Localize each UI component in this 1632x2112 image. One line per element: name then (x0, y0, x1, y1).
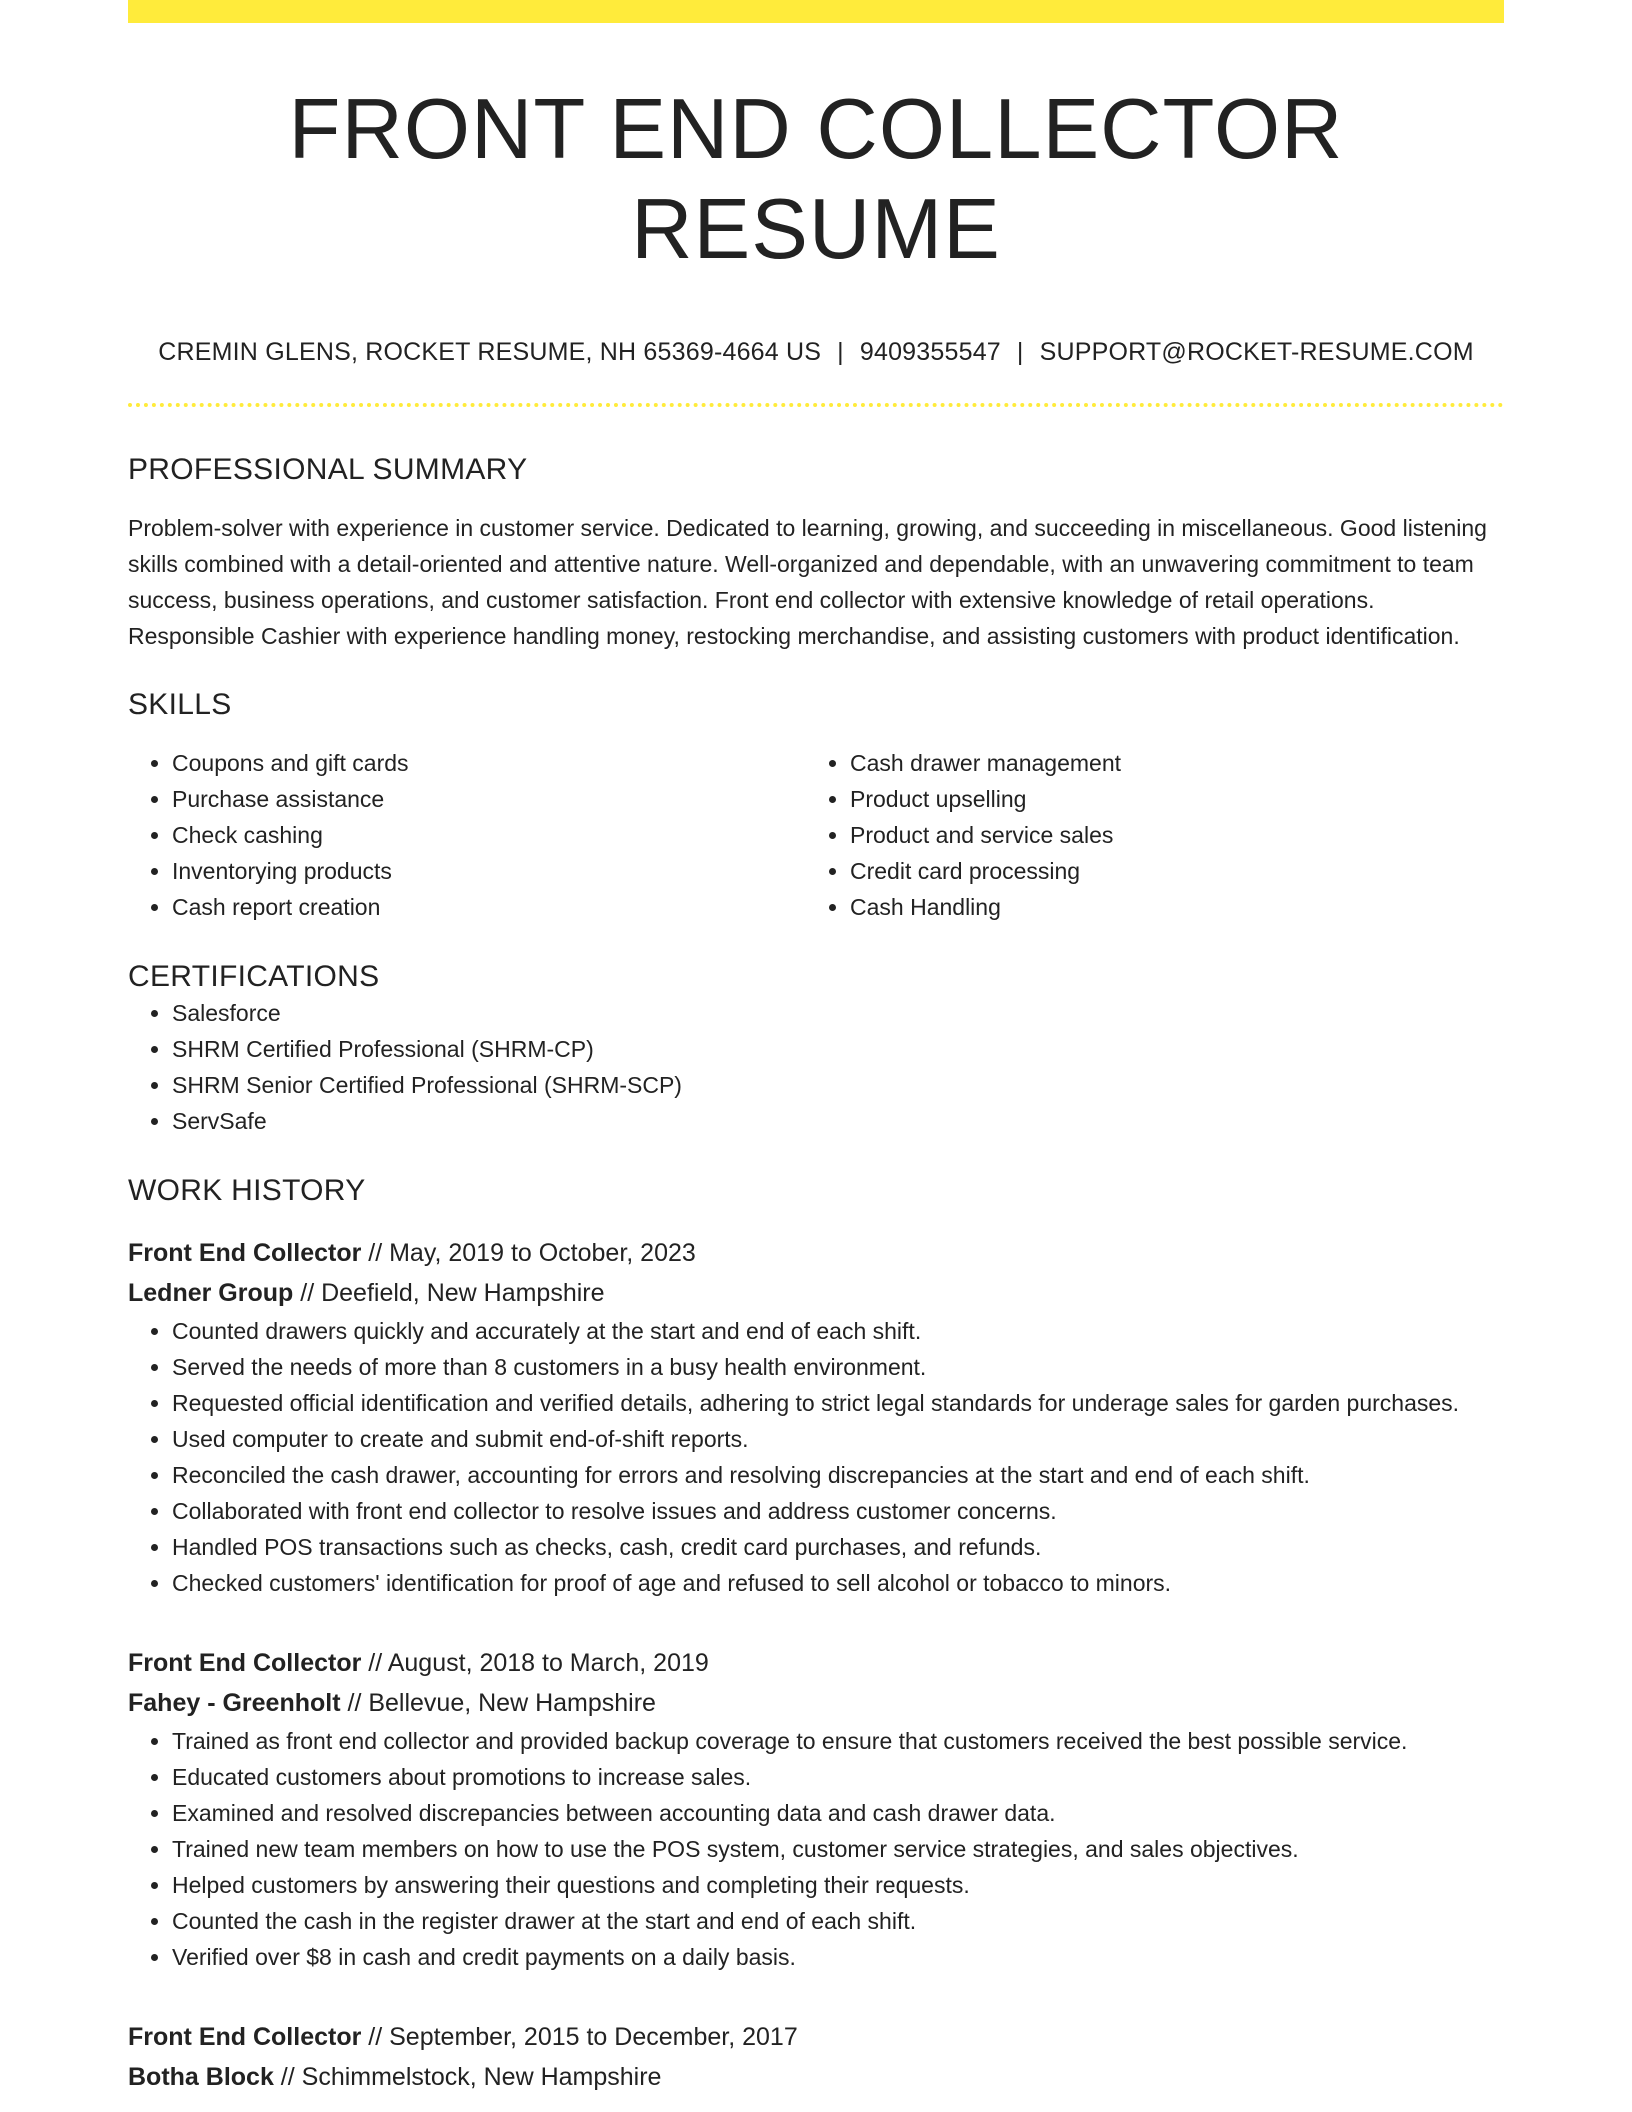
resume-content (128, 23, 1504, 2097)
job-bullet: • Collaborated with front end collector to resolve issues and address customer concerns. (172, 1493, 1504, 1529)
job-dates: // August, 2018 to March, 2019 (361, 1649, 709, 1677)
job-entry (128, 1233, 1504, 1601)
skills-columns (128, 745, 1504, 925)
certification-item: • ServSafe (172, 1103, 1504, 1139)
job-bullet: • Served the needs of more than 8 customers in a busy health environment. (172, 1349, 1504, 1385)
job-bullet: • Checked customers' identification for proof of age and refused to sell alcohol or tobacco to minors. (172, 1565, 1504, 1601)
job-bullet: • Counted the cash in the register drawer at the start and end of each shift. (172, 1903, 1504, 1939)
contact-email: SUPPORT@ROCKET-RESUME.COM (1039, 338, 1474, 366)
job-entry (128, 1643, 1504, 1975)
contact-separator: | (837, 338, 844, 366)
certifications-list (128, 995, 1504, 1139)
skill-item: • Credit card processing (850, 853, 1484, 889)
contact-line (128, 336, 1504, 368)
job-title-line (128, 1643, 1504, 1683)
resume-title: FRONT END COLLECTOR RESUME (288, 82, 1344, 277)
skills-list-left (128, 745, 806, 925)
job-title: Front End Collector (128, 2023, 362, 2051)
job-company-line (128, 2057, 1504, 2097)
skill-item: • Purchase assistance (172, 781, 806, 817)
skill-item: • Product upselling (850, 781, 1484, 817)
skills-heading: SKILLS (128, 688, 232, 721)
skill-item: • Coupons and gift cards (172, 745, 806, 781)
job-company-line (128, 1273, 1504, 1313)
job-title: Front End Collector (128, 1649, 362, 1677)
job-bullet: • Examined and resolved discrepancies between accounting data and cash drawer data. (172, 1795, 1504, 1831)
skill-item: • Inventorying products (172, 853, 806, 889)
job-bullet: • Handled POS transactions such as checks, cash, credit card purchases, and refunds. (172, 1529, 1504, 1565)
job-dates: // September, 2015 to December, 2017 (361, 2023, 798, 2051)
job-title-line (128, 1233, 1504, 1273)
certifications-heading: CERTIFICATIONS (128, 960, 380, 993)
job-company: Fahey - Greenholt (128, 1689, 341, 1717)
job-title-line (128, 2017, 1504, 2057)
job-dates: // May, 2019 to October, 2023 (361, 1239, 696, 1267)
job-company: Botha Block (128, 2063, 274, 2091)
job-company: Ledner Group (128, 1279, 294, 1307)
certification-item: • Salesforce (172, 995, 1504, 1031)
certification-item: • SHRM Senior Certified Professional (SHRM-SCP) (172, 1067, 1504, 1103)
job-location: // Bellevue, New Hampshire (340, 1689, 656, 1717)
skill-item: • Cash report creation (172, 889, 806, 925)
contact-phone: 9409355547 (859, 338, 1001, 366)
job-title: Front End Collector (128, 1239, 362, 1267)
job-bullet: • Helped customers by answering their questions and completing their requests. (172, 1867, 1504, 1903)
job-bullet: • Used computer to create and submit end-of-shift reports. (172, 1421, 1504, 1457)
job-bullet-list (128, 1723, 1504, 1975)
contact-address: CREMIN GLENS, ROCKET RESUME, NH 65369-4664 US (158, 338, 822, 366)
job-bullet: • Educated customers about promotions to increase sales. (172, 1759, 1504, 1795)
dotted-divider (128, 403, 1504, 407)
job-company-line (128, 1683, 1504, 1723)
job-bullet: • Counted drawers quickly and accurately at the start and end of each shift. (172, 1313, 1504, 1349)
skills-column-left (128, 745, 806, 925)
skill-item: • Product and service sales (850, 817, 1484, 853)
job-location: // Schimmelstock, New Hampshire (273, 2063, 662, 2091)
job-bullet-list (128, 1313, 1504, 1601)
job-location: // Deefield, New Hampshire (293, 1279, 605, 1307)
job-entry (128, 2017, 1504, 2097)
skills-list-right (806, 745, 1484, 925)
contact-separator: | (1016, 338, 1024, 366)
top-accent-bar (128, 0, 1504, 23)
certification-item: • SHRM Certified Professional (SHRM-CP) (172, 1031, 1504, 1067)
skills-column-right (806, 745, 1484, 925)
job-bullet: • Trained new team members on how to use the POS system, customer service strategies, and sales objectives. (172, 1831, 1504, 1867)
job-bullet: • Requested official identification and verified details, adhering to strict legal standards for underage sales for garden purchases. (172, 1385, 1504, 1421)
summary-text: Problem-solver with experience in customer service. Dedicated to learning, growing, and succeeding in miscellaneous. Good listening skills combined with a detail-oriented and attentive nature. Well-organized and dependable, with an unwavering commitment to team success, business operations, and customer satisfaction. Front end collector with extensive knowledge of retail operations. Responsible Cashier with experience handling money, restocking merchandise, and assisting customers with product identification. (128, 515, 1487, 649)
work-history-heading: WORK HISTORY (128, 1174, 366, 1207)
summary-heading: PROFESSIONAL SUMMARY (128, 453, 528, 486)
skill-item: • Cash Handling (850, 889, 1484, 925)
skill-item: • Cash drawer management (850, 745, 1484, 781)
job-bullet: • Verified over $8 in cash and credit payments on a daily basis. (172, 1939, 1504, 1975)
job-bullet: • Trained as front end collector and provided backup coverage to ensure that customers received the best possible service. (172, 1723, 1504, 1759)
skill-item: • Check cashing (172, 817, 806, 853)
job-bullet: • Reconciled the cash drawer, accounting for errors and resolving discrepancies at the start and end of each shift. (172, 1457, 1504, 1493)
